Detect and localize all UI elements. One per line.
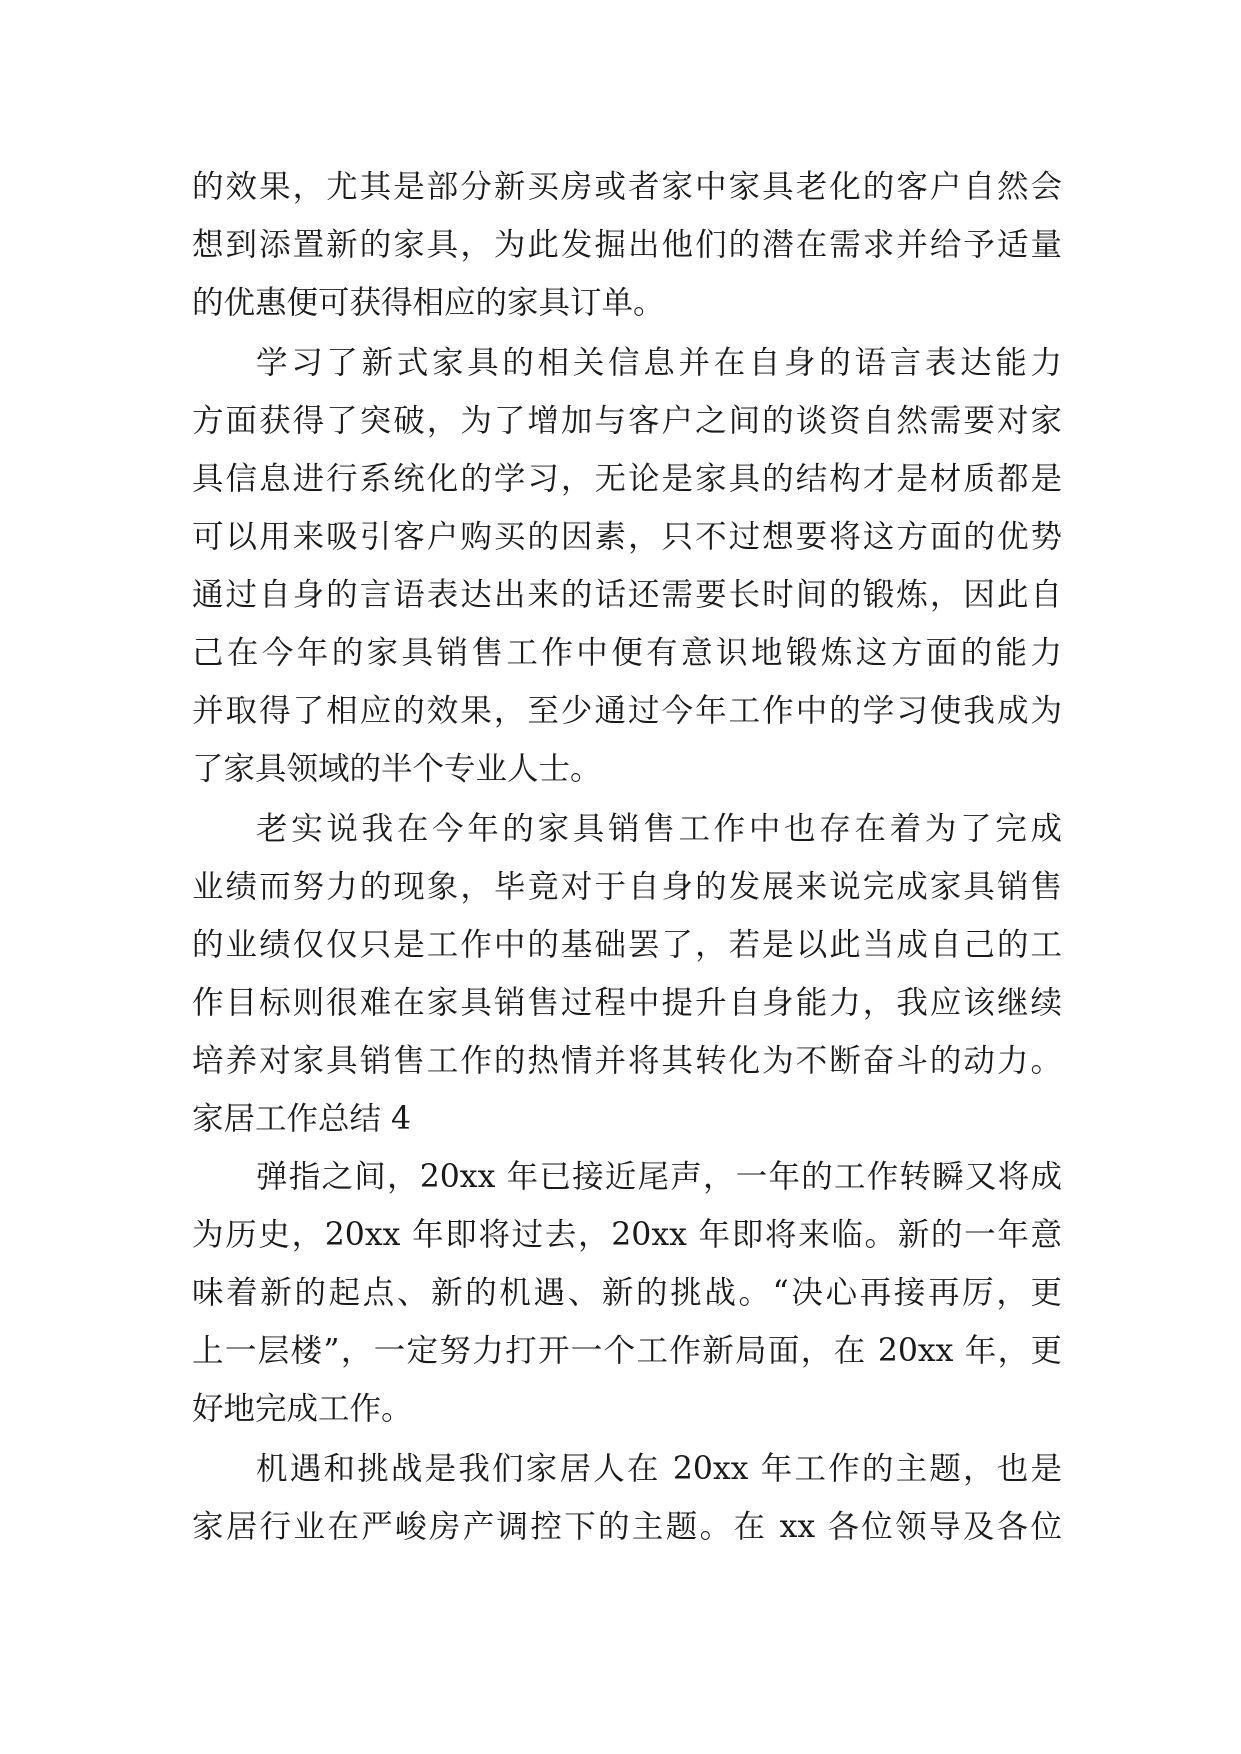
text-line: 可以用来吸引客户购买的因素，只不过想要将这方面的优势 <box>192 519 1062 555</box>
paragraph-1 <box>192 158 1062 332</box>
text-line: 作目标则很难在家具销售过程中提升自身能力，我应该继续 <box>192 985 1062 1021</box>
paragraph-5 <box>192 1440 1062 1556</box>
text-line: 方面获得了突破，为了增加与客户之间的谈资自然需要对家 <box>192 403 1062 439</box>
text-line: 的业绩仅仅只是工作中的基础罢了，若是以此当成自己的工 <box>192 927 1062 963</box>
text-line: 了家具领域的半个专业人士。 <box>192 751 602 787</box>
text-line: 己在今年的家具销售工作中便有意识地锻炼这方面的能力 <box>192 635 1062 671</box>
text-line: 通过自身的言语表达出来的话还需要长时间的锻炼，因此自 <box>192 577 1062 613</box>
document-body <box>192 158 1062 1556</box>
text-line: 弹指之间，20xx 年已接近尾声，一年的工作转瞬又将成 <box>256 1159 1062 1195</box>
paragraph-3 <box>192 800 1062 1090</box>
text-line: 上一层楼”，一定努力打开一个工作新局面，在 20xx 年，更 <box>192 1333 1062 1369</box>
text-line: 学习了新式家具的相关信息并在自身的语言表达能力 <box>256 345 1062 381</box>
text-line: 味着新的起点、新的机遇、新的挑战。“决心再接再厉，更 <box>192 1275 1062 1311</box>
section-heading <box>192 1090 1062 1148</box>
paragraph-4 <box>192 1148 1062 1438</box>
text-line: 想到添置新的家具，为此发掘出他们的潜在需求并给予适量 <box>192 227 1062 263</box>
text-line: 好地完成工作。 <box>192 1391 413 1427</box>
text-line: 的优惠便可获得相应的家具订单。 <box>192 285 665 321</box>
text-line: 老实说我在今年的家具销售工作中也存在着为了完成 <box>256 811 1062 847</box>
text-line: 为历史，20xx 年即将过去，20xx 年即将来临。新的一年意 <box>192 1217 1062 1253</box>
text-line: 家居行业在严峻房产调控下的主题。在 xx 各位领导及各位 <box>192 1509 1062 1545</box>
text-line: 具信息进行系统化的学习，无论是家具的结构才是材质都是 <box>192 461 1062 497</box>
text-line: 业绩而努力的现象，毕竟对于自身的发展来说完成家具销售 <box>192 869 1062 905</box>
heading-text: 家居工作总结 4 <box>192 1101 412 1137</box>
paragraph-2 <box>192 334 1062 798</box>
text-line: 的效果，尤其是部分新买房或者家中家具老化的客户自然会 <box>192 169 1062 205</box>
text-line: 并取得了相应的效果，至少通过今年工作中的学习使我成为 <box>192 693 1062 729</box>
text-line: 机遇和挑战是我们家居人在 20xx 年工作的主题，也是 <box>256 1451 1062 1487</box>
text-line: 培养对家具销售工作的热情并将其转化为不断奋斗的动力。 <box>192 1043 1062 1079</box>
